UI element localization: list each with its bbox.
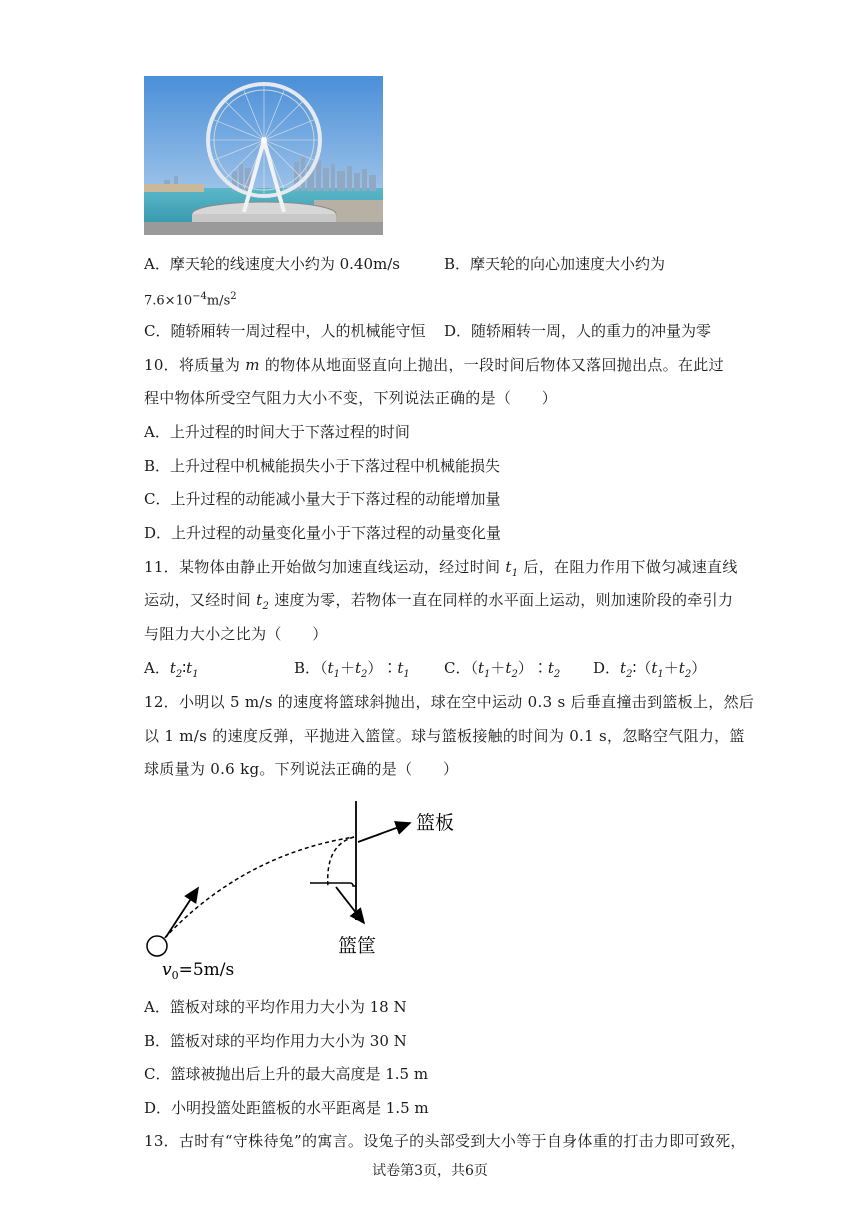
ball-icon: [147, 936, 167, 956]
q9-option-a: A．摩天轮的线速度大小约为 0.40m/s: [144, 255, 400, 273]
q10-option-c: C．上升过程的动能减小量大于下落过程的动能增加量: [144, 490, 501, 508]
q11-option-b: B．$(t_1+t_2)∶t_1$: [294, 659, 410, 680]
page-footer: 试卷第3页，共6页: [372, 1163, 488, 1179]
q10-stem-line-1: 10．将质量为 m 的物体从地面竖直向上抛出，一段时间后物体又落回抛出点。在此过: [144, 356, 724, 374]
q12-option-d: D．小明投篮处距篮板的水平距离是 1.5 m: [144, 1099, 429, 1117]
basketball-diagram: [140, 795, 470, 980]
q12-stem-line-3: 球质量为 0.6 kg。下列说法正确的是（ ）: [144, 760, 459, 778]
q11-option-d: D．$t_2∶(t_1+t_2)$: [593, 659, 707, 680]
rebound-path: [328, 837, 354, 887]
hoop-arrow: [336, 887, 364, 923]
q9-option-d: D．随轿厢转一周，人的重力的冲量为零: [444, 322, 712, 340]
q10-stem-line-2: 程中物体所受空气阻力大小不变，下列说法正确的是（ ）: [144, 389, 558, 407]
v0-label: $v_0=5m/s$: [162, 960, 235, 980]
q12-option-c: C．篮球被抛出后上升的最大高度是 1.5 m: [144, 1065, 429, 1083]
q12-option-b: B．篮板对球的平均作用力大小为 30 N: [144, 1032, 407, 1050]
q10-option-d: D．上升过程的动量变化量小于下落过程的动量变化量: [144, 524, 502, 542]
q9-option-b-value: $7.6\times 10^{-4}m/s^2$: [144, 291, 237, 309]
q9-option-b: B．摩天轮的向心加速度大小约为: [444, 255, 666, 273]
q10-option-b: B．上升过程中机械能损失小于下落过程中机械能损失: [144, 457, 501, 475]
q12-stem-line-1: 12．小明以 5 m/s 的速度将篮球斜抛出，球在空中运动 0.3 s 后垂直撞击到篮板上，然后: [144, 693, 755, 711]
q11-stem-line-3: 与阻力大小之比为（ ）: [144, 625, 328, 643]
hoop-label: 篮筐: [338, 935, 377, 957]
q11-option-a: A．$t_2∶t_1$: [144, 659, 199, 680]
ferris-wheel-photo: [144, 76, 383, 235]
q12-option-a: A．篮板对球的平均作用力大小为 18 N: [144, 998, 407, 1016]
q9-option-c: C．随轿厢转一周过程中，人的机械能守恒: [144, 322, 426, 340]
board-arrow: [358, 823, 410, 842]
q10-option-a: A．上升过程的时间大于下落过程的时间: [144, 423, 410, 441]
board-label: 篮板: [416, 812, 455, 834]
q11-stem-line-2: 运动，又经时间 $t_2$ 速度为零，若物体一直在同样的水平面上运动，则加速阶段的牵引力: [144, 591, 734, 612]
v0-arrow: [166, 888, 198, 937]
trajectory-path: [160, 837, 354, 943]
hoop-shape: [310, 883, 356, 886]
q12-stem-line-2: 以 1 m/s 的速度反弹，平抛进入篮筐。球与篮板接触的时间为 0.1 s，忽略空气阻力，篮: [144, 727, 745, 745]
q11-option-c: C．$(t_1+t_2)∶t_2$: [444, 659, 561, 680]
q13-stem-line-1: 13．古时有“守株待兔”的寓言。设兔子的头部受到大小等于自身体重的打击力即可致死，: [144, 1132, 746, 1150]
q11-stem-line-1: 11．某物体由静止开始做匀加速直线运动，经过时间 $t_1$ 后，在阻力作用下做匀减速直线: [144, 558, 738, 579]
